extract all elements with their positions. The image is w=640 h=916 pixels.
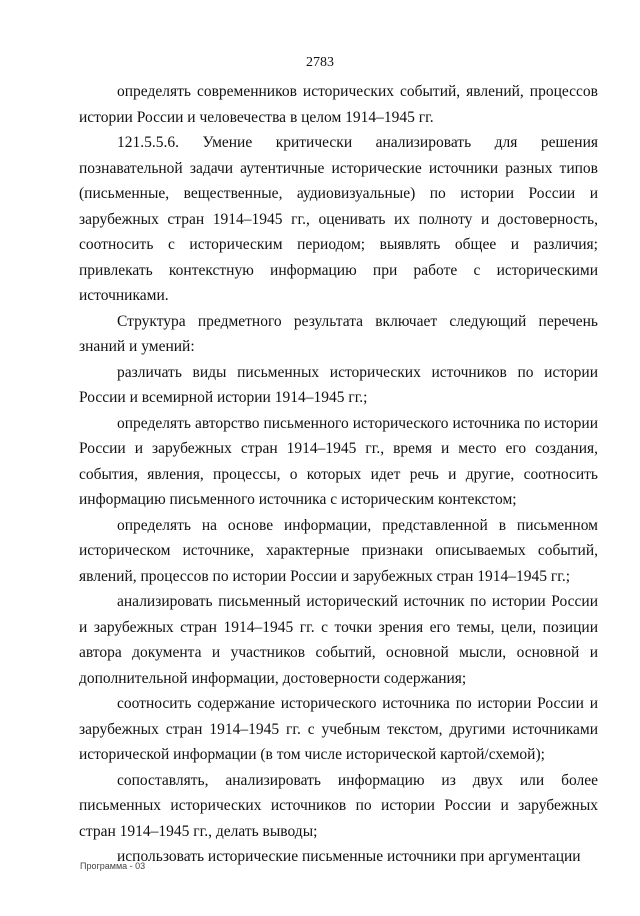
paragraph: различать виды письменных исторических источников по истории России и всемирной истории 1914–1945 гг.; xyxy=(79,363,598,406)
paragraph: сопоставлять, анализировать информацию из двух или более письменных исторических источников по истории России и зарубежных стран 1914–1945 гг., делать выводы; xyxy=(79,771,598,840)
page-number: 2783 xyxy=(306,55,334,70)
paragraph: 121.5.5.6. Умение критически анализировать для решения познавательной задачи аутентичные исторические источники разных типов (письменные, вещественные, аудиовизуальные) по истории России и зарубежных стран 1914–1945 гг., оценивать их полноту и достоверность, соотносить с историческим периодом; выявлять общее и различия; привлекать контекстную информацию при работе с историческими источниками. xyxy=(79,134,598,304)
paragraph: Структура предметного результата включает следующий перечень знаний и умений: xyxy=(79,312,598,355)
footer-label: Программа - 03 xyxy=(80,861,146,871)
paragraph: соотносить содержание исторического источника по истории России и зарубежных стран 1914–1945 гг. с учебным текстом, другими источниками исторической информации (в том числе исторической картой/схемой); xyxy=(79,695,598,763)
paragraph: использовать исторические письменные источники при аргументации xyxy=(117,848,581,865)
paragraph: определять современников исторических событий, явлений, процессов истории России и человечества в целом 1914–1945 гг. xyxy=(79,83,598,126)
paragraph: определять на основе информации, представленной в письменном историческом источнике, характерные признаки описываемых событий, явлений, процессов по истории России и зарубежных стран 1914–1945 гг.; xyxy=(79,516,598,585)
paragraph: анализировать письменный исторический источник по истории России и зарубежных стран 1914–1945 гг. с точки зрения его темы, цели, позиции автора документа и участников событий, основной мысли, основной и дополнительной информации, достоверности содержания; xyxy=(79,593,598,687)
document-body xyxy=(79,79,598,870)
paragraph: определять авторство письменного исторического источника по истории России и зарубежных стран 1914–1945 гг., время и место его создания, события, явления, процессы, о которых идет речь и другие, соотносить информацию письменного источника с историческим контекстом; xyxy=(79,414,598,508)
